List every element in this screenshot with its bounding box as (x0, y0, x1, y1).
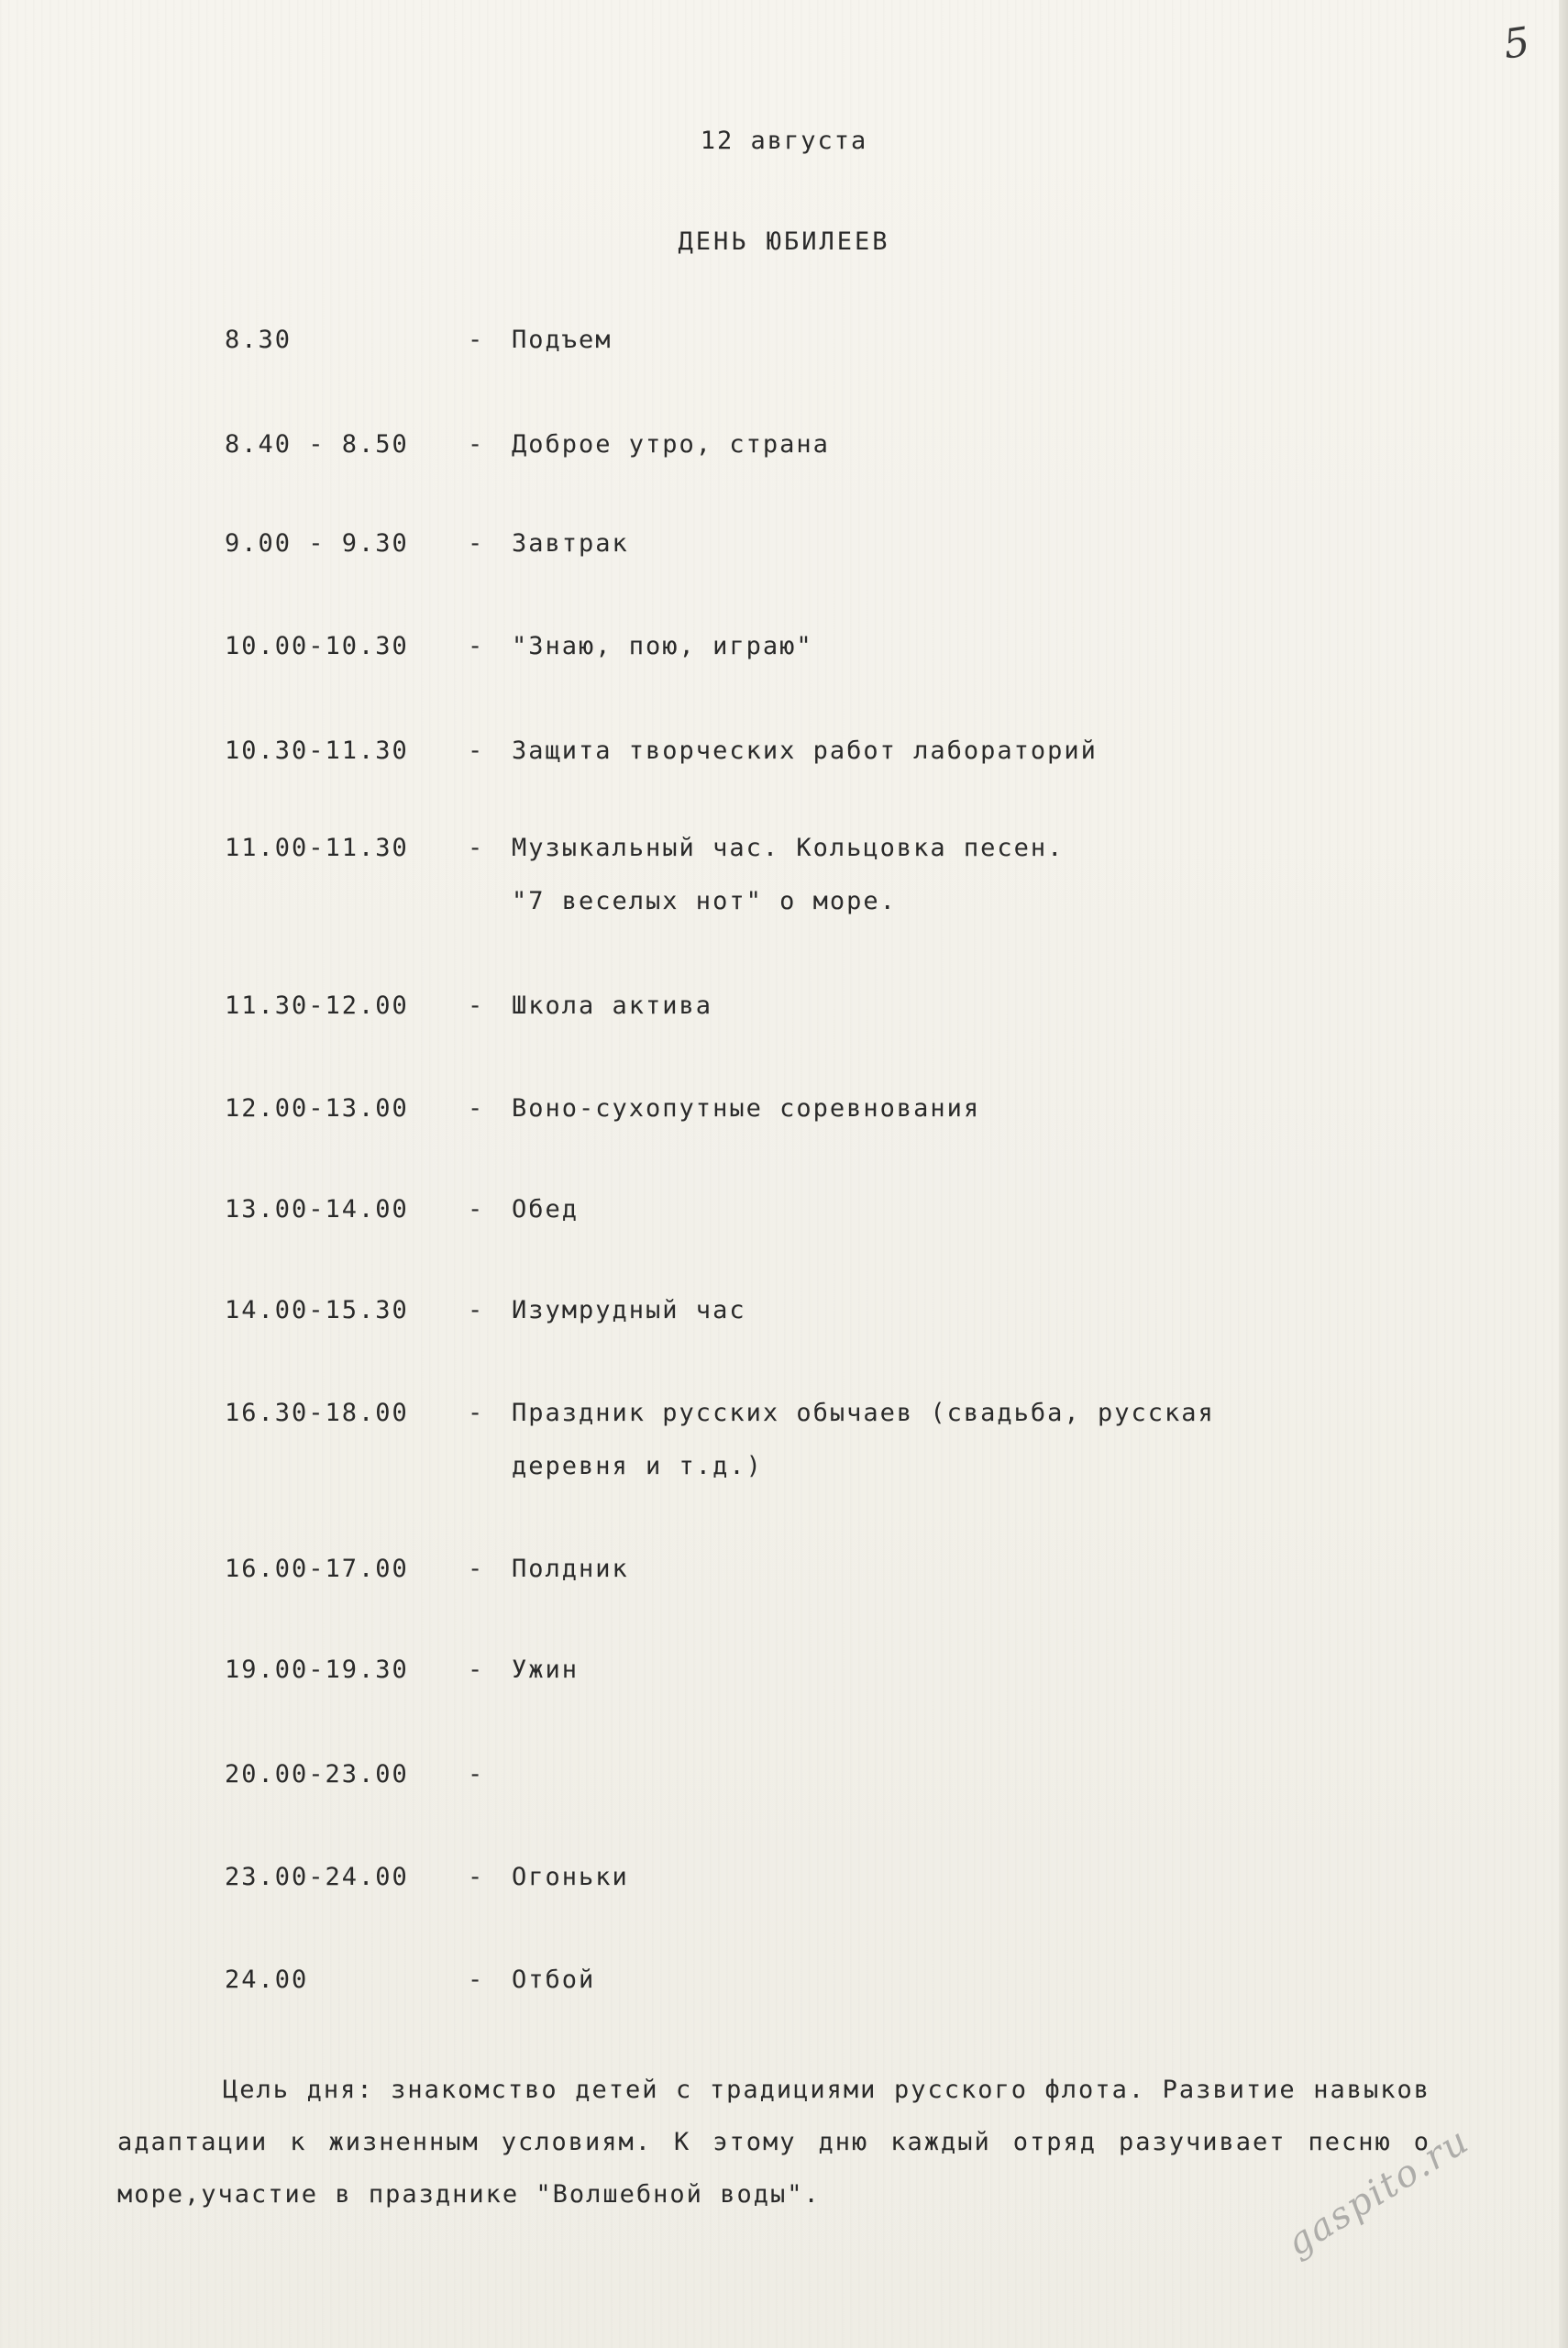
entry-time: 10.00-10.30 (225, 632, 409, 660)
entry-time: 20.00-23.00 (225, 1760, 409, 1789)
entry-time: 12.00-13.00 (225, 1094, 409, 1123)
schedule-entry: 12.00-13.00 - Воно-сухопутные соревнования (225, 1082, 980, 1135)
schedule-entry: 19.00-19.30 - Ужин (225, 1644, 579, 1697)
entry-time: 16.30-18.00 (225, 1399, 409, 1427)
schedule-entry: 10.30-11.30 - Защита творческих работ лабораторий (225, 725, 1098, 778)
day-goal-paragraph: Цель дня: знакомство детей с традициями русского флота. Развитие навыков адаптации к жизненным условиям. К этому дню каждый отряд разучивает песню о море,участие в празднике "Волшебной воды". (117, 2076, 1430, 2209)
schedule-entry: 11.00-11.30 - Музыкальный час. Кольцовка песен. "7 веселых нот" о море. (225, 822, 1064, 928)
entry-time: 24.00 (225, 1966, 309, 1994)
entry-text: Ужин (512, 1656, 580, 1684)
schedule-entry: 13.00-14.00 - Обед (225, 1183, 579, 1236)
entry-time: 8.40 - 8.50 (225, 430, 409, 459)
entry-text: Воно-сухопутные соревнования (512, 1094, 981, 1123)
entry-time: 14.00-15.30 (225, 1296, 409, 1324)
entry-text: Изумрудный час (512, 1296, 746, 1324)
entry-time: 9.00 - 9.30 (225, 529, 409, 558)
page-edge-shadow (1559, 0, 1568, 2348)
schedule-entry: 10.00-10.30 - "Знаю, пою, играю" (225, 620, 813, 673)
entry-text: Завтрак (512, 529, 629, 558)
entry-text: Обед (512, 1195, 580, 1224)
schedule-entry: 9.00 - 9.30 - Завтрак (225, 517, 629, 570)
entry-text: Подъем (512, 326, 613, 354)
entry-text: Защита творческих работ лабораторий (512, 737, 1098, 765)
entry-text: Доброе утро, страна (512, 430, 830, 459)
schedule-entry: 11.30-12.00 - Школа актива (225, 980, 712, 1033)
entry-text-continuation: деревня и т.д.) (512, 1452, 763, 1480)
page-number: 5 (1500, 18, 1533, 69)
entry-text: Отбой (512, 1966, 596, 1994)
entry-text-continuation: "7 веселых нот" о море. (512, 887, 897, 915)
schedule-entry: 8.40 - 8.50 - Доброе утро, страна (225, 418, 830, 471)
schedule-entry: 23.00-24.00 - Огоньки (225, 1851, 629, 1904)
entry-time: 23.00-24.00 (225, 1863, 409, 1891)
entry-text: Полдник (512, 1555, 629, 1583)
entry-time: 13.00-14.00 (225, 1195, 409, 1224)
schedule-entry: 14.00-15.30 - Изумрудный час (225, 1284, 746, 1337)
document-date: 12 августа (700, 127, 868, 155)
entry-text: Огоньки (512, 1863, 629, 1891)
entry-time: 11.30-12.00 (225, 991, 409, 1020)
entry-text: Праздник русских обычаев (свадьба, русская (512, 1399, 1215, 1427)
schedule-entry: 8.30 - Подъем (225, 314, 613, 367)
schedule-entry: 16.30-18.00 - Праздник русских обычаев (свадьба, русская деревня и т.д.) (225, 1387, 1215, 1493)
entry-time: 11.00-11.30 (225, 834, 409, 862)
entry-time: 10.30-11.30 (225, 737, 409, 765)
schedule-entry: 16.00-17.00 - Полдник (225, 1543, 629, 1596)
document-title: ДЕНЬ ЮБИЛЕЕВ (678, 227, 890, 256)
entry-time: 19.00-19.30 (225, 1656, 409, 1684)
entry-text: Школа актива (512, 991, 713, 1020)
watermark: gaspito.ru (1279, 2119, 1477, 2265)
schedule-entry: 24.00 - Отбой (225, 1954, 595, 2007)
entry-text: Музыкальный час. Кольцовка песен. (512, 834, 1065, 862)
entry-time: 16.00-17.00 (225, 1555, 409, 1583)
schedule-entry: 20.00-23.00 - (225, 1748, 512, 1801)
entry-time: 8.30 (225, 326, 293, 354)
entry-text: "Знаю, пою, играю" (512, 632, 813, 660)
